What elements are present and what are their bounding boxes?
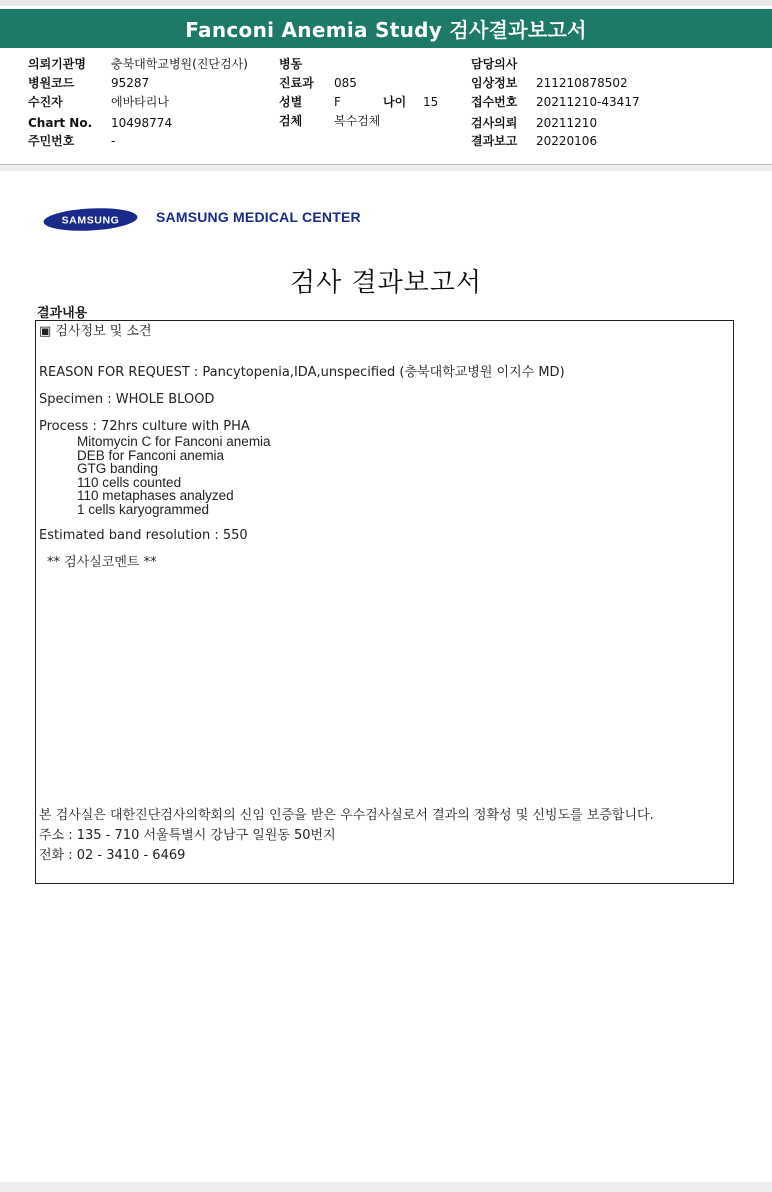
bottom-bar xyxy=(0,1182,772,1192)
band-resolution: Estimated band resolution : 550 xyxy=(39,528,248,543)
label-patient-name: 수진자 xyxy=(28,95,63,109)
label-requesting-institution: 의뢰기관명 xyxy=(28,57,86,71)
value-department: 085 xyxy=(334,76,357,90)
document-title: 검사 결과보고서 xyxy=(289,268,483,298)
lab-address: 주소 : 135 - 710 서울특별시 강남구 일원동 50번지 xyxy=(39,828,336,843)
result-content-box xyxy=(35,320,734,884)
process-step: Mitomycin C for Fanconi anemia xyxy=(77,434,271,449)
label-receipt-number: 접수번호 xyxy=(471,95,518,109)
lab-phone: 전화 : 02 - 3410 - 6469 xyxy=(39,848,186,863)
value-age: 15 xyxy=(423,95,439,109)
label-ward: 병동 xyxy=(279,57,303,71)
samsung-logo xyxy=(43,207,138,232)
label-resident-number: 주민번호 xyxy=(28,134,75,148)
process-step: 1 cells karyogrammed xyxy=(77,501,210,517)
value-clinical-info: 211210878502 xyxy=(536,76,628,90)
value-report-date: 20220106 xyxy=(536,134,598,148)
value-sex: F xyxy=(334,95,341,109)
label-clinical-info: 임상정보 xyxy=(471,76,518,90)
process-step: 110 cells counted xyxy=(77,474,182,490)
process-step: 110 metaphases analyzed xyxy=(77,488,234,503)
top-strip xyxy=(0,0,772,6)
label-specimen: 검체 xyxy=(279,114,303,128)
medical-center-name: SAMSUNG MEDICAL CENTER xyxy=(156,209,361,225)
value-test-request-date: 20211210 xyxy=(536,116,598,130)
label-attending-doctor: 담당의사 xyxy=(471,57,518,71)
label-test-request-date: 검사의뢰 xyxy=(471,116,518,130)
certification-statement: 본 검사실은 대한진단검사의학회의 신임 인증을 받은 우수검사실로서 결과의 정확성 및 신빙도를 보증합니다. xyxy=(39,808,654,823)
label-report-date: 결과보고 xyxy=(471,134,518,148)
samsung-logo-text: SAMSUNG xyxy=(61,214,120,227)
process-line: Process : 72hrs culture with PHA xyxy=(39,419,250,434)
label-hospital-code: 병원코드 xyxy=(28,76,75,90)
process-step: GTG banding xyxy=(77,461,159,476)
result-heading: ▣ 검사정보 및 소견 xyxy=(39,324,152,339)
process-steps-list xyxy=(77,435,271,516)
value-patient-name: 에바타리나 xyxy=(111,95,169,109)
specimen-line: Specimen : WHOLE BLOOD xyxy=(39,392,215,407)
label-sex: 성별 xyxy=(279,95,303,109)
value-resident-number: - xyxy=(111,134,116,148)
value-chart-no: 10498774 xyxy=(111,116,173,130)
label-department: 진료과 xyxy=(279,76,314,90)
result-section-label: 결과내용 xyxy=(37,306,88,321)
process-step: DEB for Fanconi anemia xyxy=(77,447,225,463)
patient-info-panel xyxy=(0,48,772,164)
reason-for-request: REASON FOR REQUEST : Pancytopenia,IDA,unspecified (충북대학교병원 이지수 MD) xyxy=(39,365,565,380)
label-chart-no: Chart No. xyxy=(28,116,93,130)
report-title: Fanconi Anemia Study 검사결과보고서 xyxy=(185,18,587,42)
value-receipt-number: 20211210-43417 xyxy=(536,95,640,109)
label-age: 나이 xyxy=(383,95,407,109)
value-requesting-institution: 충북대학교병원(진단검사) xyxy=(111,57,248,71)
report-title-bar xyxy=(0,9,772,48)
value-specimen: 복수검체 xyxy=(334,114,381,128)
info-bottom-bar xyxy=(0,165,772,171)
lab-comment: ** 검사실코멘트 ** xyxy=(47,555,157,570)
value-hospital-code: 95287 xyxy=(111,76,150,90)
